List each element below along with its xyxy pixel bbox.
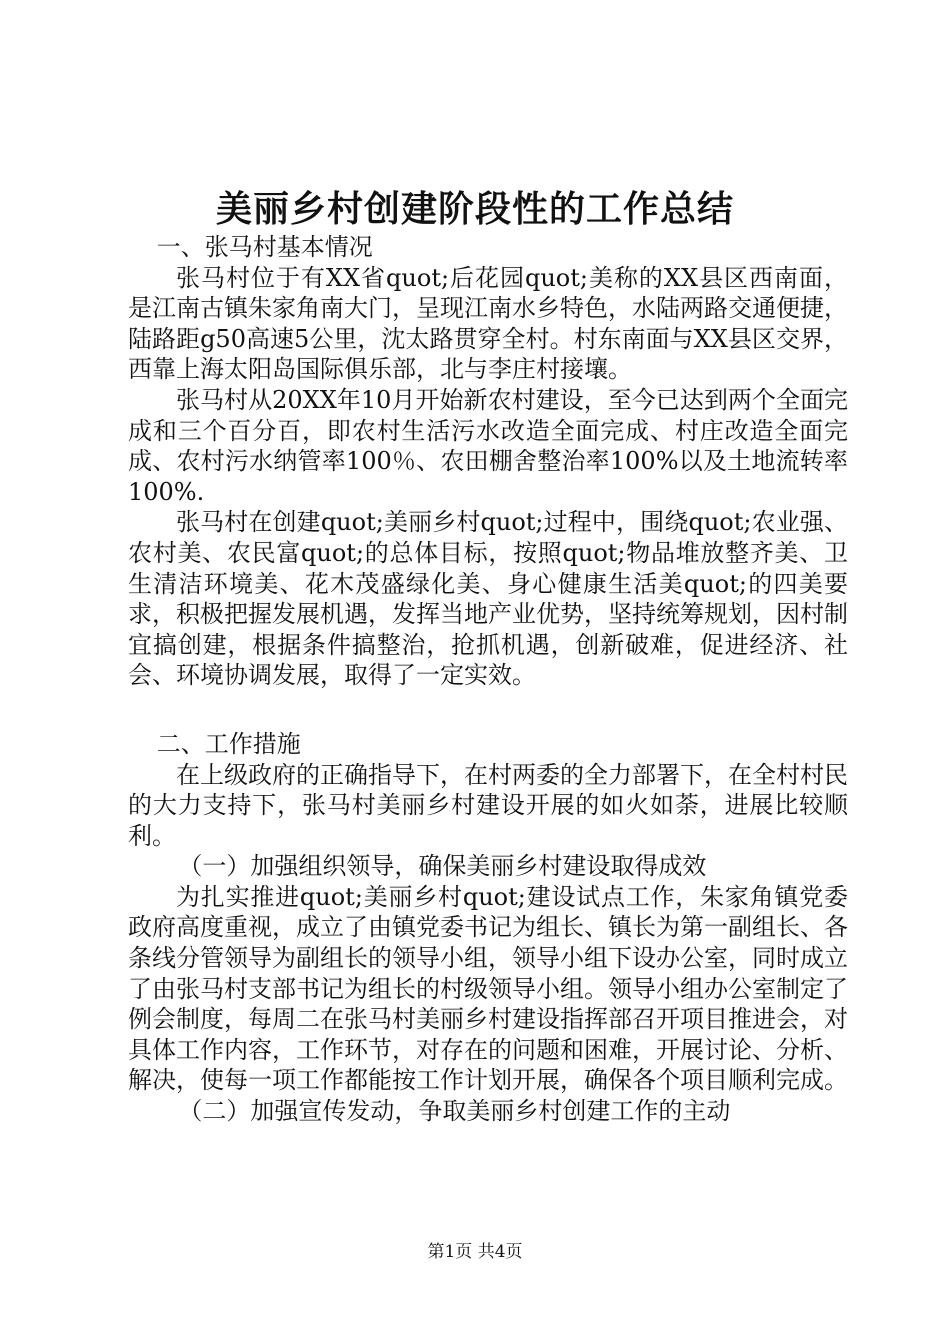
paragraph-gap [128,691,848,729]
subsection-heading-1: （一）加强组织领导，确保美丽乡村建设取得成效 [178,852,707,881]
section-heading-2: 二、工作措施 [156,729,301,758]
document-body [128,232,848,1127]
section-heading-1: 一、张马村基本情况 [156,233,373,261]
subsection-heading-2: （二）加强宣传发动，争取美丽乡村创建工作的主动 [178,1097,731,1126]
paragraph-organization: 为扎实推进quot;美丽乡村quot;建设试点工作，朱家角镇党委政府高度重视，成立了由镇党委书记为组长、镇长为第一副组长、各条线分管领导为副组长的领导小组，领导小组下设办公室，同时成立了由张马村支部书记为组长的村级领导小组。领导小组办公室制定了例会制度，每周二在张马村美丽乡村建设指挥部召开项目推进会，对具体工作内容，工作环节，对存在的问题和困难，开展讨论、分析、解决，使每一项工作都能按工作计划开展，确保各个项目顺利完成。 [128,882,848,1095]
page-number-footer: 第1页 共4页 [427,1242,523,1262]
paragraph-measures-intro: 在上级政府的正确指导下，在村两委的全力部署下，在全村村民的大力支持下，张马村美丽乡村建设开展的如火如荼，进展比较顺利。 [128,760,848,850]
paragraph-goals: 张马村在创建quot;美丽乡村quot;过程中，围绕quot;农业强、农村美、农民富quot;的总体目标，按照quot;物品堆放整齐美、卫生清洁环境美、花木茂盛绿化美、身心健康生活美quot;的四美要求，积极把握发展机遇，发挥当地产业优势，坚持统筹规划，因村制宜搞创建，根据条件搞整治，抢抓机遇，创新破难，促进经济、社会、环境协调发展，取得了一定实效。 [128,508,848,690]
document-title: 美丽乡村创建阶段性的工作总结 [215,189,734,230]
paragraph-location: 张马村位于有XX省quot;后花园quot;美称的XX县区西南面，是江南古镇朱家角南大门，呈现江南水乡特色，水陆两路交通便捷，陆路距g50高速5公里，沈太路贯穿全村。村东南面与XX县区交界，西靠上海太阳岛国际俱乐部，北与李庄村接壤。 [128,263,848,384]
paragraph-construction: 张马村从20XX年10月开始新农村建设，至今已达到两个全面完成和三个百分百，即农村生活污水改造全面完成、村庄改造全面完成、农村污水纳管率100％、农田棚舍整治率100%以及土地流转率100%. [128,385,848,506]
